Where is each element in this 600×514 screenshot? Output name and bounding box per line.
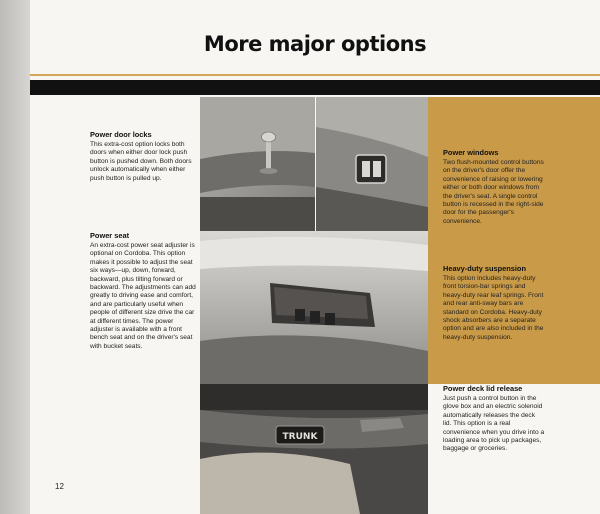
- power-door-locks-heading: Power door locks: [90, 130, 152, 139]
- title-underline: [30, 74, 600, 76]
- power-deck-lid-release-heading: Power deck lid release: [443, 384, 523, 393]
- page-title: More major options: [203, 32, 427, 56]
- power-windows-body: Two flush-mounted control buttons on the driver's door offer the convenience of raising or lowering either or both door windows from the driver's seat. A single control button is recessed in the right-side door for the passenger's convenience.: [443, 159, 544, 225]
- power-door-locks-section: [90, 130, 198, 183]
- heavy-duty-suspension-body: This option includes heavy-duty front torsion-bar springs and heavy-duty rear leaf springs. Front and rear anti-sway bars are standard on Cordoba. Heavy-duty shock absorbers are a separate option and are also included in the heavy-duty suspension.: [443, 275, 544, 341]
- trunk-release-photo: [200, 384, 428, 514]
- trunk-button-label: TRUNK: [282, 432, 318, 442]
- power-windows-section: [443, 148, 545, 226]
- power-window-switch-photo: [316, 97, 428, 231]
- door-lock-photo: [200, 97, 315, 231]
- power-windows-heading: Power windows: [443, 148, 499, 157]
- power-deck-lid-release-body: Just push a control button in the glove box and an electric solenoid automatically releases the deck lid. This option is a real convenience when you drive into a loading area to pick up packages, baggage or groceries.: [443, 395, 545, 453]
- heavy-duty-suspension-section: [443, 264, 545, 342]
- power-deck-lid-release-section: [443, 384, 545, 454]
- power-seat-heading: Power seat: [90, 231, 130, 240]
- page-number: 12: [55, 482, 64, 491]
- power-seat-control-photo: [200, 231, 428, 384]
- power-seat-body: An extra-cost power seat adjuster is optional on Cordoba. This option makes it possible to adjust the seat six ways—up, down, forward, backward, plus tilting forward or backward. The adjustments can add greatly to driving ease and comfort, and are particularly useful when people of different size drive the car at different times. The power adjuster is available with a front bench seat and on the driver's seat with bucket seats.: [90, 242, 196, 350]
- page-gutter: [0, 0, 30, 514]
- power-door-locks-body: This extra-cost option locks both doors when either door lock push button is pushed down. Both doors unlock automatically when either push button is pulled up.: [90, 141, 192, 182]
- power-seat-section: [90, 231, 198, 351]
- header-bar: [30, 80, 600, 95]
- heavy-duty-suspension-heading: Heavy-duty suspension: [443, 264, 526, 273]
